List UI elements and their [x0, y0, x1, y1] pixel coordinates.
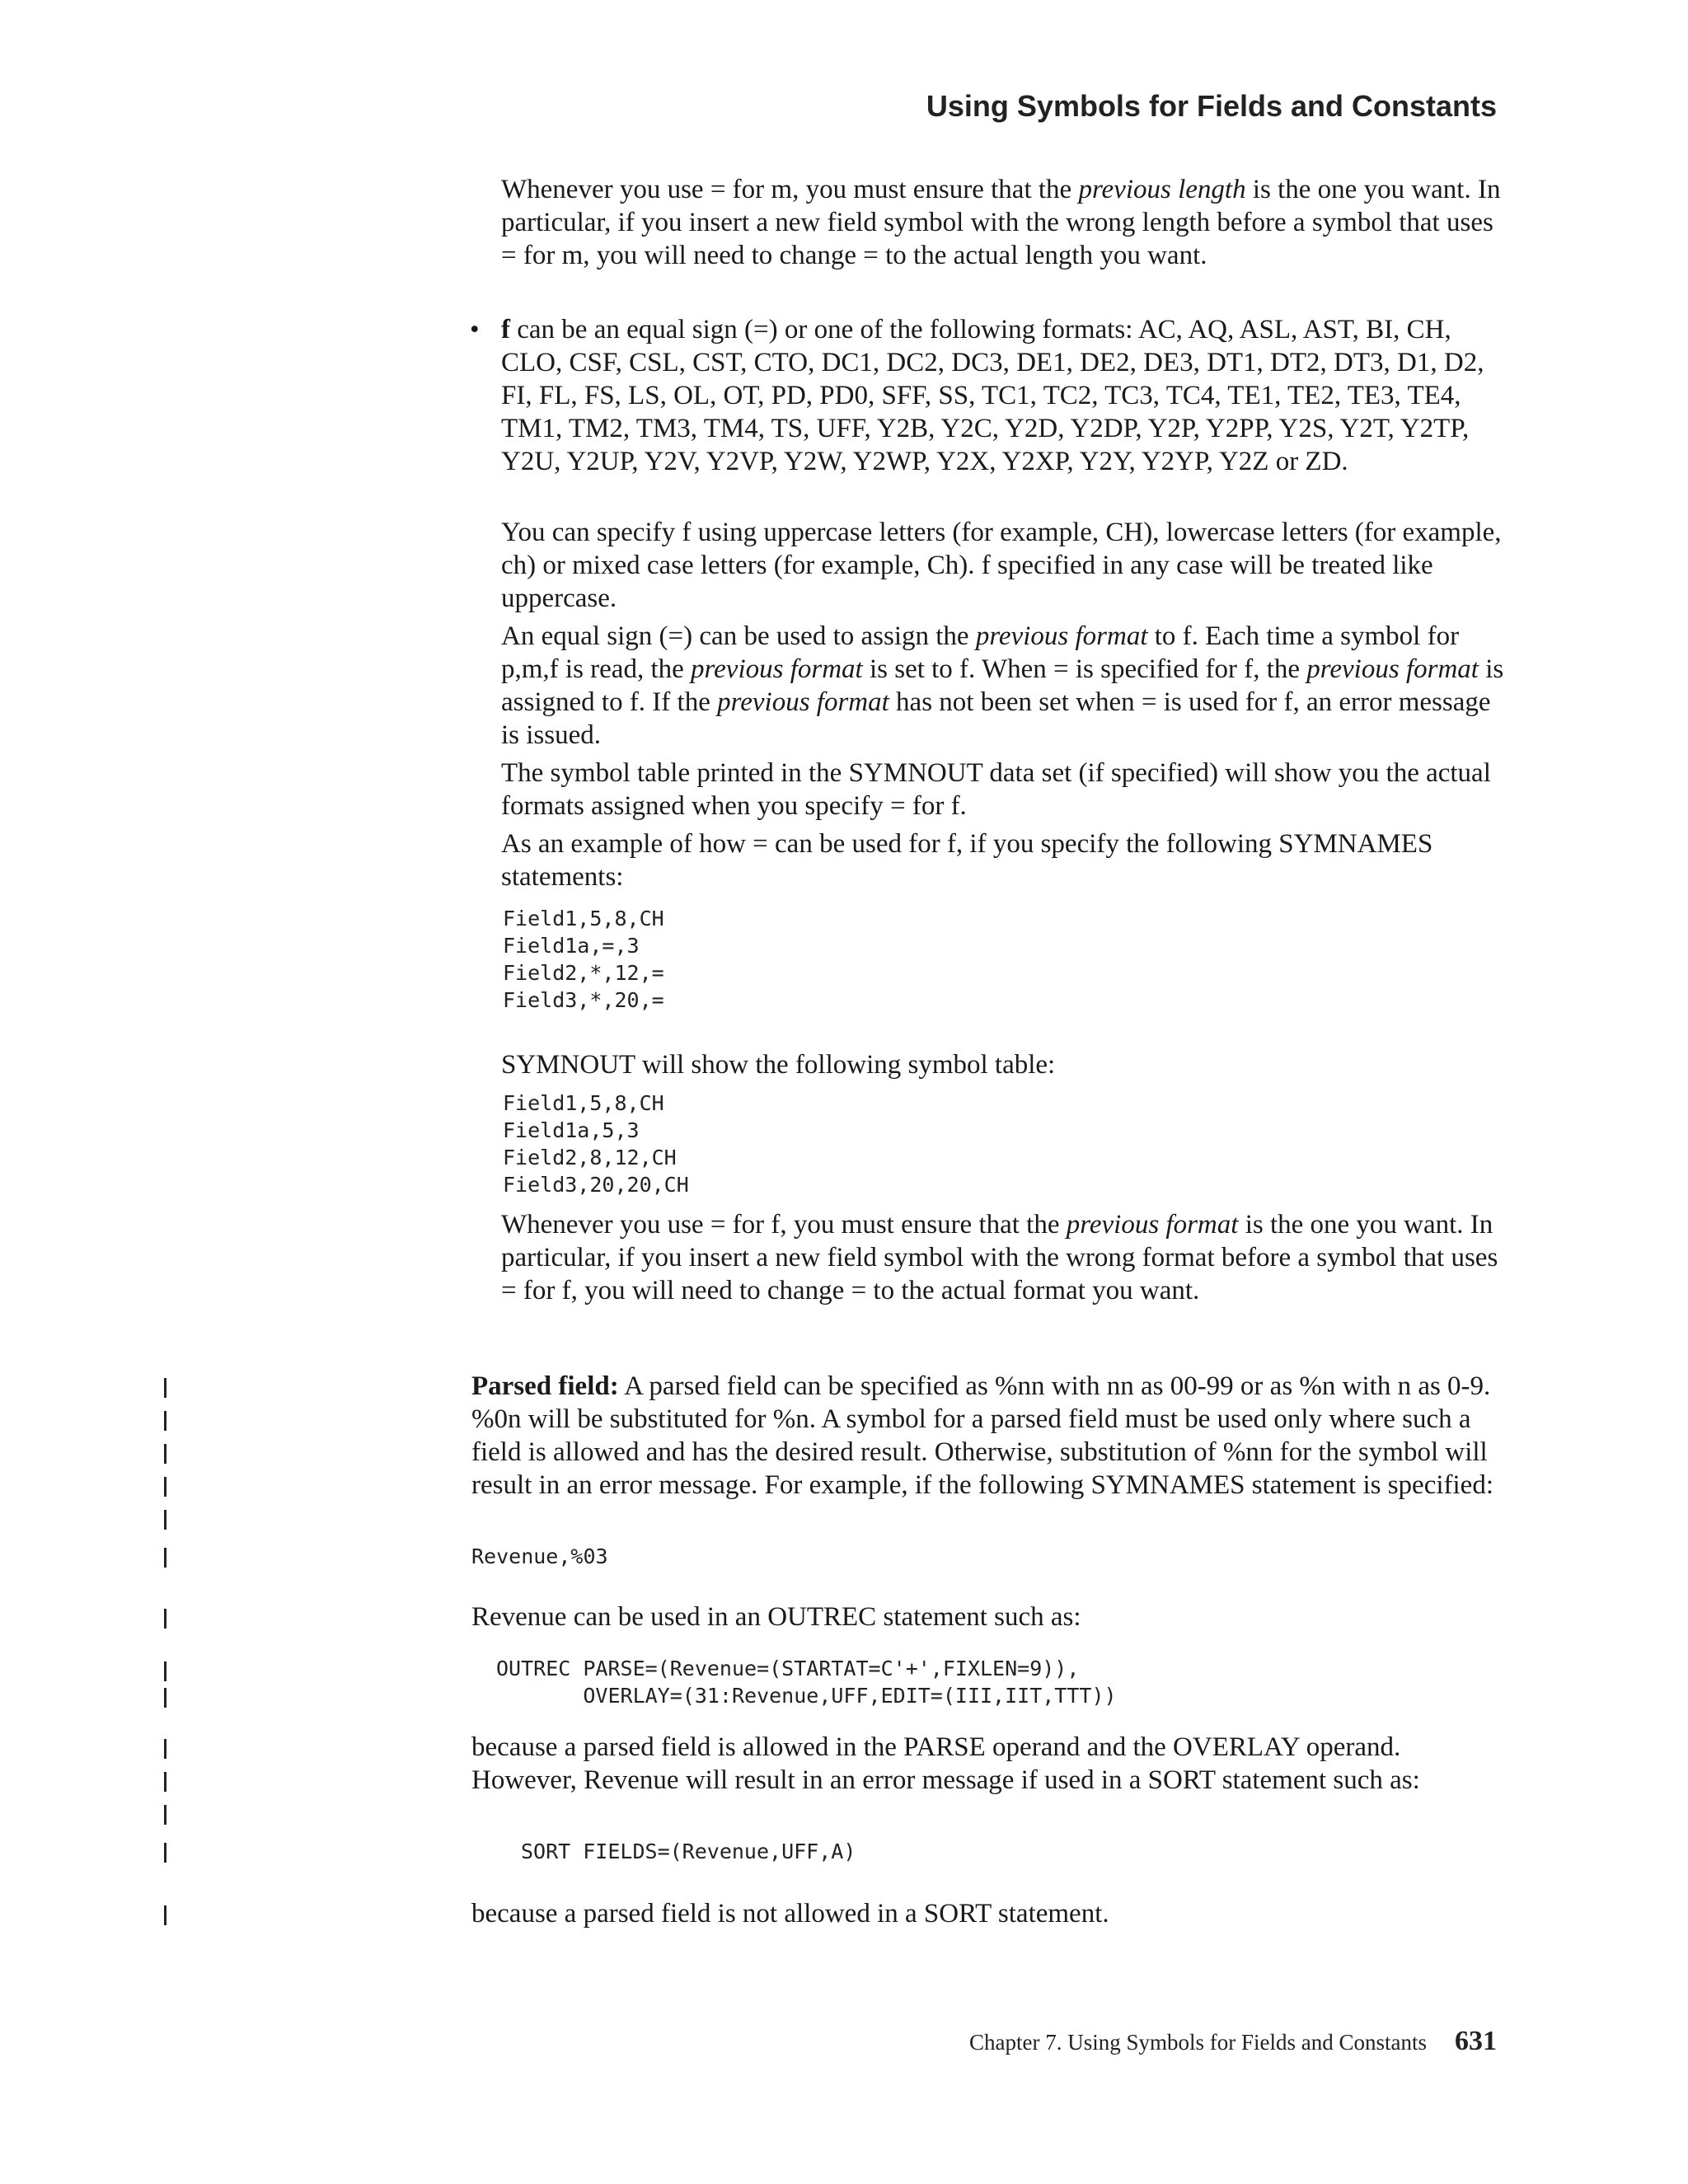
revenue-code-line: Revenue,%03	[471, 1544, 608, 1568]
change-bar	[164, 1411, 166, 1431]
parsed-field-paragraph: Parsed field: A parsed field can be specified as %nn with nn as 00-99 or as %n with n as 0-9. %0n will be substituted for %n. A symbol for a parsed field must be used only where such a field is allowed and has the desired result. Otherwise, substitution of %nn for the symbol will result in an error message. For example, if the following SYMNAMES statement is specified:	[471, 1371, 1493, 1500]
page-footer	[969, 2026, 1497, 2057]
change-bar	[164, 1510, 166, 1530]
footer-chapter: Chapter 7. Using Symbols for Fields and Constants	[969, 2030, 1427, 2055]
sort-code-line: SORT FIELDS=(Revenue,UFF,A)	[521, 1840, 856, 1863]
change-bar	[164, 1905, 166, 1925]
change-bar	[164, 1548, 166, 1568]
bullet-marker: •	[470, 315, 480, 344]
change-bar	[164, 1444, 166, 1464]
example-paragraph: As an example of how = can be used for f, if you specify the following SYMNAMES statements:	[501, 829, 1433, 892]
change-bar	[164, 1843, 166, 1863]
change-bar	[164, 1772, 166, 1792]
symnames-code-block: Field1,5,8,CH Field1a,=,3 Field2,*,12,= Field3,*,20,=	[503, 907, 664, 1012]
case-paragraph: You can specify f using uppercase letters (for example, CH), lowercase letters (for example, ch) or mixed case letters (for example, Ch). f specified in any case will be treated like uppercase.	[501, 518, 1502, 613]
change-bar	[164, 1688, 166, 1708]
f-note-paragraph: Whenever you use = for f, you must ensure that the previous format is the one you want. In particular, if you insert a new field symbol with the wrong format before a symbol that uses = for f, you will need to change = to the actual format you want.	[501, 1210, 1498, 1305]
outrec-code-block: OUTREC PARSE=(Revenue=(STARTAT=C'+',FIXLEN=9)), OVERLAY=(31:Revenue,UFF,EDIT=(III,IIT,TTT))	[496, 1657, 1117, 1708]
change-bar	[164, 1609, 166, 1629]
because-allowed-paragraph: because a parsed field is allowed in the PARSE operand and the OVERLAY operand. However, Revenue will result in an error message if used in a SORT statement such as:	[471, 1732, 1420, 1795]
change-bar	[164, 1477, 166, 1497]
symbol-table-code-block: Field1,5,8,CH Field1a,5,3 Field2,8,12,CH Field3,20,20,CH	[503, 1091, 689, 1197]
m-note-paragraph: Whenever you use = for m, you must ensure that the previous length is the one you want. In particular, if you insert a new field symbol with the wrong length before a symbol that uses = for m, you will need to change = to the actual length you want.	[501, 175, 1501, 270]
running-header: Using Symbols for Fields and Constants	[926, 89, 1497, 123]
change-bar	[164, 1661, 166, 1681]
change-bar	[164, 1378, 166, 1398]
change-bar	[164, 1739, 166, 1759]
page-number: 631	[1455, 2026, 1497, 2056]
f-formats-bullet: f can be an equal sign (=) or one of the following formats: AC, AQ, ASL, AST, BI, CH, CLO, CSF, CSL, CST, CTO, DC1, DC2, DC3, DE1, DE2, DE3, DT1, DT2, DT3, D1, D2, FI, FL, FS, LS, OL, OT, PD, PD0, SFF, SS, TC1, TC2, TC3, TC4, TE1, TE2, TE3, TE4, TM1, TM2, TM3, TM4, TS, UFF, Y2B, Y2C, Y2D, Y2DP, Y2P, Y2PP, Y2S, Y2T, Y2TP, Y2U, Y2UP, Y2V, Y2VP, Y2W, Y2WP, Y2X, Y2XP, Y2Y, Y2YP, Y2Z or ZD.	[501, 315, 1484, 476]
outrec-paragraph: Revenue can be used in an OUTREC statement such as:	[471, 1602, 1081, 1632]
equal-sign-paragraph: An equal sign (=) can be used to assign the previous format to f. Each time a symbol for p,m,f is read, the previous format is set to f. When = is specified for f, the previous format is assigned to f. If the previous format has not been set when = is used for f, an error message is issued.	[501, 621, 1504, 750]
symnout-paragraph: The symbol table printed in the SYMNOUT data set (if specified) will show you the actual formats assigned when you specify = for f.	[501, 758, 1491, 821]
because-not-allowed-paragraph: because a parsed field is not allowed in a SORT statement.	[471, 1899, 1109, 1929]
change-bar	[164, 1805, 166, 1825]
symnout-show-paragraph: SYMNOUT will show the following symbol table:	[501, 1050, 1056, 1080]
